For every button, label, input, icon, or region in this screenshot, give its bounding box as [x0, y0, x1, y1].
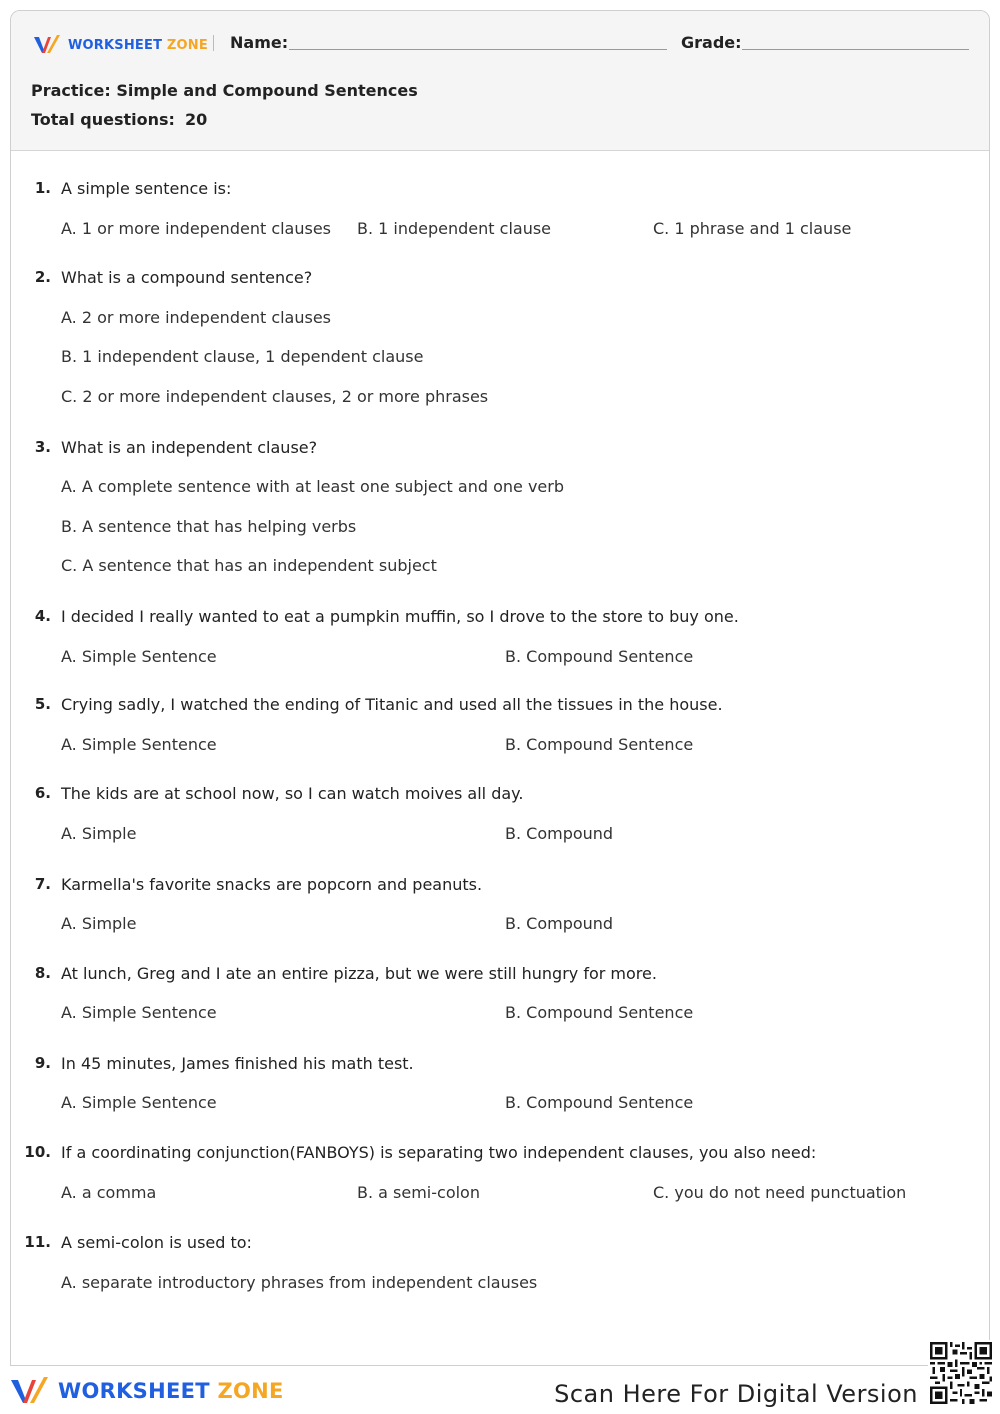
page-title: Practice: Simple and Compound Sentences [31, 81, 418, 100]
worksheet-zone-logo-icon [33, 34, 65, 56]
answer-option[interactable]: C. 2 or more independent clauses, 2 or more phrases [61, 387, 489, 406]
answer-option[interactable]: A. Simple [61, 914, 137, 933]
answer-option[interactable]: A. Simple Sentence [61, 647, 217, 666]
answer-option[interactable]: A. Simple Sentence [61, 1093, 217, 1112]
question-text: What is a compound sentence? [61, 268, 313, 287]
worksheet-sheet [10, 10, 990, 1366]
total-value: 20 [184, 110, 208, 129]
name-field[interactable] [289, 49, 667, 50]
answer-option[interactable]: B. Compound Sentence [505, 647, 694, 666]
footer-brand-text: WORKSHEET ZONE [58, 1379, 284, 1403]
scan-text: Scan Here For Digital Version [554, 1380, 918, 1408]
question-number: 5. [34, 695, 51, 713]
total-label: Total questions: [31, 110, 175, 129]
name-label: Name: [230, 33, 289, 52]
answer-option[interactable]: A. Simple [61, 824, 137, 843]
worksheet-header [11, 11, 989, 151]
answer-option[interactable]: C. you do not need punctuation [653, 1183, 907, 1202]
answer-option[interactable]: C. 1 phrase and 1 clause [653, 219, 852, 238]
answer-option[interactable]: B. 1 independent clause, 1 dependent clause [61, 347, 424, 366]
header-brand-text: WORKSHEET ZONE [68, 37, 208, 53]
question-number: 6. [34, 784, 51, 802]
answer-option[interactable]: A. a comma [61, 1183, 157, 1202]
answer-option[interactable]: B. Compound Sentence [505, 1003, 694, 1022]
total-questions [31, 110, 207, 129]
worksheet-zone-logo-icon [10, 1375, 54, 1407]
footer-logo [10, 1375, 284, 1407]
question-number: 8. [34, 964, 51, 982]
question-number: 11. [24, 1233, 51, 1251]
answer-option[interactable]: A. 2 or more independent clauses [61, 308, 332, 327]
question-text: I decided I really wanted to eat a pumpkin muffin, so I drove to the store to buy one. [61, 607, 739, 626]
header-separator [213, 35, 214, 51]
question-text: In 45 minutes, James finished his math test. [61, 1054, 414, 1073]
answer-option[interactable]: B. Compound [505, 824, 614, 843]
answer-option[interactable]: B. Compound Sentence [505, 1093, 694, 1112]
question-number: 1. [34, 179, 51, 197]
answer-option[interactable]: A. Simple Sentence [61, 735, 217, 754]
answer-option[interactable]: C. A sentence that has an independent subject [61, 556, 437, 575]
question-text: A simple sentence is: [61, 179, 232, 198]
qr-code-icon[interactable] [928, 1340, 994, 1406]
answer-option[interactable]: B. Compound [505, 914, 614, 933]
question-text: A semi-colon is used to: [61, 1233, 252, 1252]
answer-option[interactable]: B. Compound Sentence [505, 735, 694, 754]
question-text: If a coordinating conjunction(FANBOYS) is separating two independent clauses, you also need: [61, 1143, 817, 1162]
answer-option[interactable]: B. a semi-colon [357, 1183, 480, 1202]
page-footer [0, 1366, 1000, 1414]
answer-option[interactable]: B. A sentence that has helping verbs [61, 517, 357, 536]
answer-option[interactable]: A. 1 or more independent clauses [61, 219, 332, 238]
question-text: At lunch, Greg and I ate an entire pizza, but we were still hungry for more. [61, 964, 657, 983]
question-number: 10. [24, 1143, 51, 1161]
question-text: Karmella's favorite snacks are popcorn and peanuts. [61, 875, 483, 894]
header-logo [33, 33, 208, 57]
question-text: The kids are at school now, so I can watch moives all day. [61, 784, 524, 803]
answer-option[interactable]: A. A complete sentence with at least one subject and one verb [61, 477, 565, 496]
question-number: 4. [34, 607, 51, 625]
question-text: Crying sadly, I watched the ending of Titanic and used all the tissues in the house. [61, 695, 723, 714]
question-text: What is an independent clause? [61, 438, 318, 457]
answer-option[interactable]: A. separate introductory phrases from independent clauses [61, 1273, 538, 1292]
grade-field[interactable] [742, 49, 969, 50]
question-number: 2. [34, 268, 51, 286]
answer-option[interactable]: B. 1 independent clause [357, 219, 552, 238]
question-number: 9. [34, 1054, 51, 1072]
question-number: 3. [34, 438, 51, 456]
grade-label: Grade: [681, 33, 742, 52]
answer-option[interactable]: A. Simple Sentence [61, 1003, 217, 1022]
question-number: 7. [34, 875, 51, 893]
